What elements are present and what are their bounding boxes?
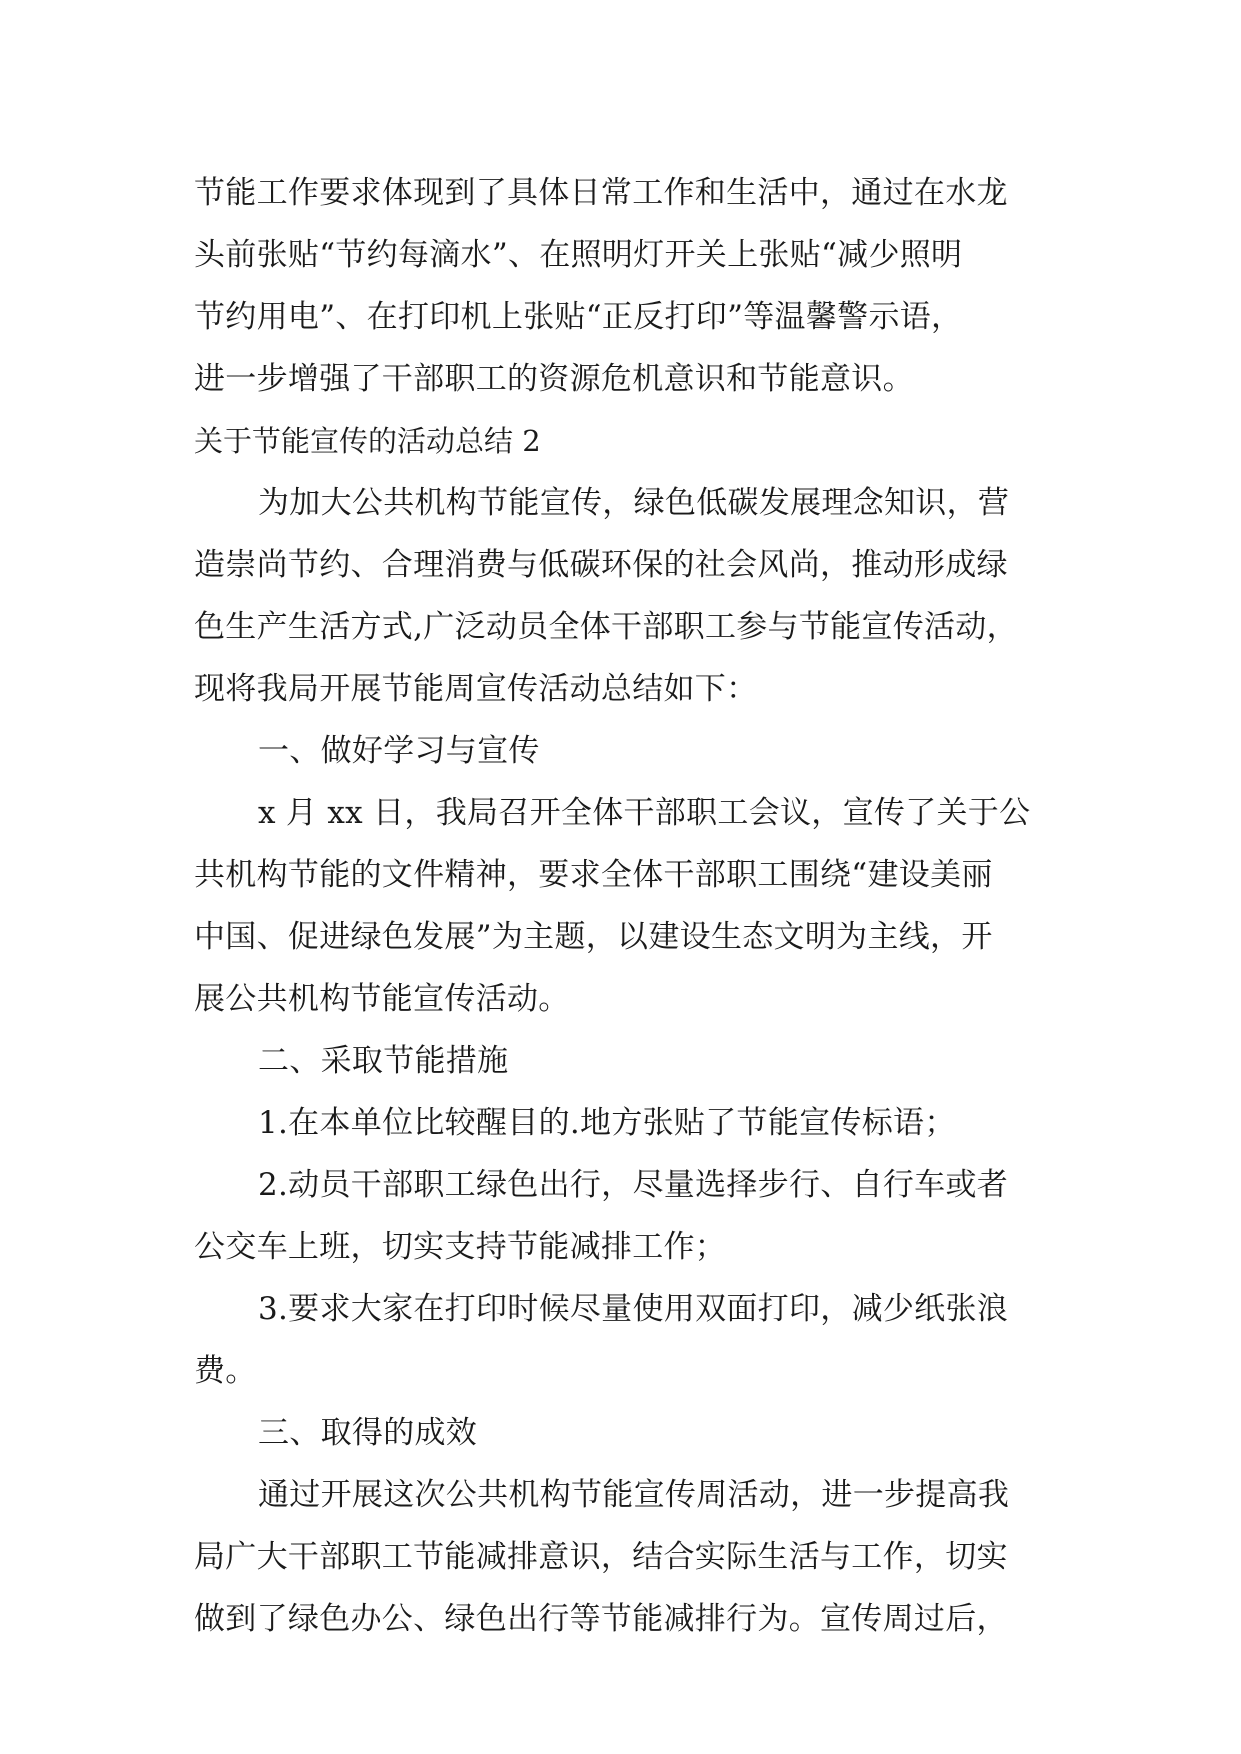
- text-line: 3.要求大家在打印时候尽量使用双面打印，减少纸张浪: [258, 1291, 1009, 1327]
- text-line: 现将我局开展节能周宣传活动总结如下：: [194, 671, 758, 707]
- text-line: 头前张贴“节约每滴水”、在照明灯开关上张贴“减少照明: [194, 237, 963, 273]
- text-line: 进一步增强了干部职工的资源危机意识和节能意识。: [194, 361, 914, 397]
- text-line: 做到了绿色办公、绿色出行等节能减排行为。宣传周过后，: [194, 1601, 1008, 1637]
- text-line: 1.在本单位比较醒目的.地方张贴了节能宣传标语；: [258, 1105, 956, 1141]
- section-title: 关于节能宣传的活动总结 2: [194, 424, 541, 458]
- text-line: 造崇尚节约、合理消费与低碳环保的社会风尚，推动形成绿: [194, 547, 1008, 583]
- text-line: 2.动员干部职工绿色出行，尽量选择步行、自行车或者: [258, 1167, 1009, 1203]
- text-line: 展公共机构节能宣传活动。: [194, 981, 570, 1017]
- text-line: 为加大公共机构节能宣传，绿色低碳发展理念知识，营: [258, 485, 1010, 521]
- text-line: x 月 xx 日，我局召开全体干部职工会议，宣传了关于公: [258, 795, 1031, 831]
- text-line: 通过开展这次公共机构节能宣传周活动，进一步提高我: [258, 1477, 1010, 1513]
- text-line: 节能工作要求体现到了具体日常工作和生活中，通过在水龙: [194, 175, 1008, 211]
- text-line: 公交车上班，切实支持节能减排工作；: [194, 1229, 727, 1265]
- document-body: [194, 162, 1050, 1650]
- text-line: 局广大干部职工节能减排意识，结合实际生活与工作，切实: [194, 1539, 1008, 1575]
- text-line: 共机构节能的文件精神，要求全体干部职工围绕“建设美丽: [194, 857, 993, 893]
- text-line: 三、取得的成效: [258, 1415, 478, 1451]
- text-line: 中国、促进绿色发展”为主题，以建设生态文明为主线，开: [194, 919, 993, 955]
- text-line: 色生产生活方式,广泛动员全体干部职工参与节能宣传活动，: [194, 609, 1018, 645]
- text-line: 一、做好学习与宣传: [258, 733, 540, 769]
- text-line: 节约用电”、在打印机上张贴“正反打印”等温馨警示语，: [194, 299, 963, 335]
- text-line: 费。: [194, 1353, 257, 1389]
- text-line: 二、采取节能措施: [258, 1043, 509, 1079]
